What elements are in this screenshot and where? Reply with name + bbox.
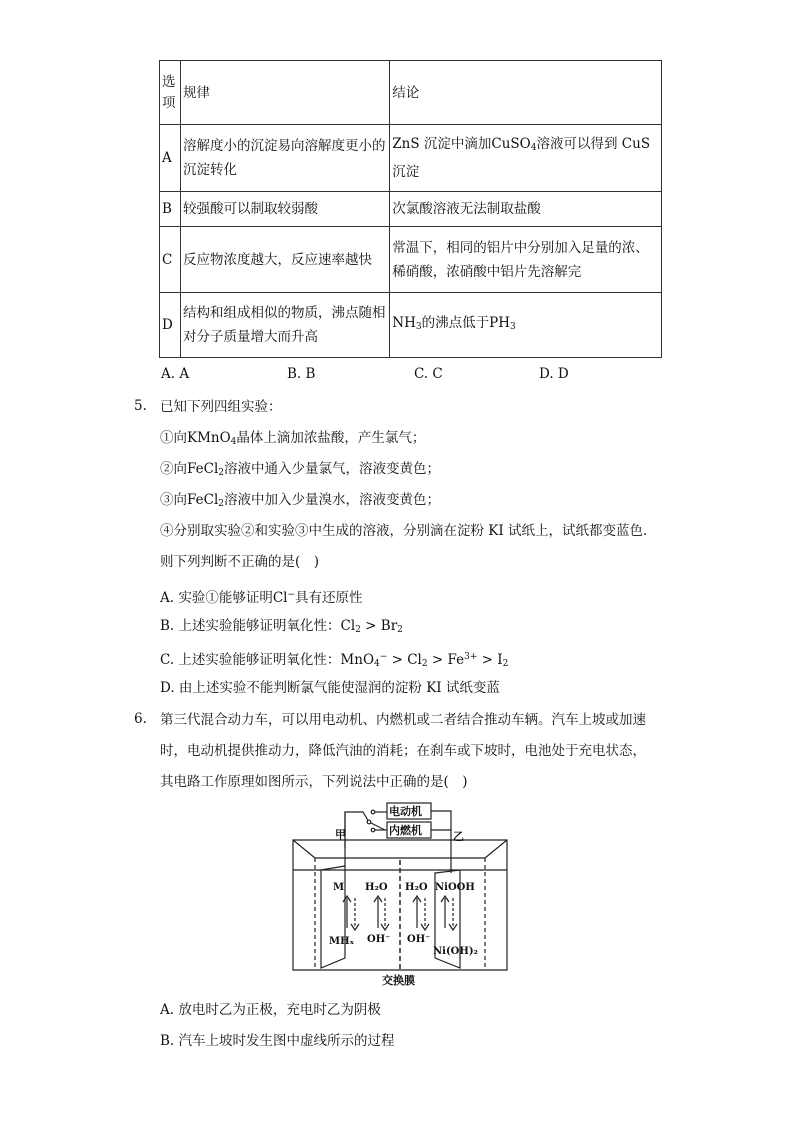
q5-number: 5. (134, 398, 147, 414)
table-row (160, 227, 662, 293)
q6-stem-line-2: 时，电动机提供推动力，降低汽油的消耗；在刹车或下坡时，电池处于充电状态， (160, 743, 646, 759)
header-conclusion: 结论 (390, 61, 662, 125)
row-option: D (160, 293, 181, 358)
q5-option-d[interactable]: D. 由上述实验不能判断氯气能使湿润的淀粉 KI 试纸变蓝 (160, 680, 500, 696)
row-rule: 反应物浓度越大，反应速率越快 (180, 227, 389, 293)
h2o-right-label: H₂O (405, 882, 428, 893)
niooh-label: NiOOH (435, 882, 475, 893)
header-option: 选项 (160, 61, 181, 125)
switch-wire-left (345, 812, 369, 848)
engine-label: 内燃机 (389, 824, 422, 837)
q5-stem: 已知下列四组实验： (160, 399, 282, 415)
row-rule: 结构和组成相似的物质，沸点随相对分子质量增大而升高 (180, 293, 389, 358)
m-label: M (333, 882, 345, 893)
q5-item-4: ④分别取实验②和实验③中生成的溶液，分别滴在淀粉 KI 试纸上，试纸都变蓝色． (160, 523, 657, 539)
q6-option-a[interactable]: A. 放电时乙为正极，充电时乙为阴极 (160, 1002, 381, 1018)
q4-option-d[interactable]: D. D (539, 366, 569, 382)
q5-option-b[interactable]: B. 上述实验能够证明氧化性：$Cl_2 > Br_2$ (160, 618, 403, 635)
q4-option-a[interactable]: A. A (161, 366, 190, 382)
battery-circuit-diagram (285, 798, 515, 990)
row-conclusion: ZnS 沉淀中滴加CuSO$_4$溶液可以得到 CuS 沉淀 (390, 125, 662, 192)
motor-label: 电动机 (389, 805, 422, 818)
q5-option-a[interactable]: A. 实验①能够证明Cl−具有还原性 (160, 590, 363, 606)
q4-options (0, 366, 794, 386)
q6-stem-line-1: 第三代混合动力车，可以用电动机、内燃机或二者结合推动车辆。汽车上坡或加速 (160, 712, 646, 728)
table-header-row (160, 61, 662, 125)
row-rule: 溶解度小的沉淀易向溶解度更小的沉淀转化 (180, 125, 389, 192)
membrane-label: 交换膜 (382, 974, 415, 987)
left-electrode-label: 甲 (335, 828, 346, 841)
mhx-label: MHₓ (329, 936, 355, 947)
q6-stem-line-3: 其电路工作原理如图所示，下列说法中正确的是( ) (160, 774, 468, 790)
table-row (160, 125, 662, 192)
row-option: B (160, 192, 181, 227)
q5-option-c[interactable]: C. 上述实验能够证明氧化性：$MnO_4^- > Cl_2 > Fe^{3+} > I_2$ (160, 652, 509, 669)
nioh2-label: Ni(OH)₂ (433, 946, 478, 957)
q4-option-c[interactable]: C. C (414, 366, 443, 382)
row-option: C (160, 227, 181, 293)
row-conclusion: 常温下，相同的铝片中分别加入足量的浓、稀硝酸，浓硝酸中铝片先溶解完 (390, 227, 662, 293)
oh-left-label: OH⁻ (367, 934, 391, 945)
table-row (160, 192, 662, 227)
q5-item-5: 则下列判断不正确的是( ) (160, 554, 320, 570)
q4-option-b[interactable]: B. B (287, 366, 316, 382)
wire-right-top (431, 811, 451, 830)
row-conclusion: 次氯酸溶液无法制取盐酸 (390, 192, 662, 227)
right-electrode-label: 乙 (453, 830, 464, 843)
row-option: A (160, 125, 181, 192)
q5-item-2: ②向FeCl$_2$溶液中通入少量氯气，溶液变黄色； (160, 461, 440, 478)
table-row (160, 293, 662, 358)
h2o-left-label: H₂O (365, 882, 388, 893)
oh-right-label: OH⁻ (407, 934, 431, 945)
wire-right (431, 830, 451, 873)
q6-option-b[interactable]: B. 汽车上坡时发生图中虚线所示的过程 (160, 1033, 395, 1049)
row-rule: 较强酸可以制取较弱酸 (180, 192, 389, 227)
header-rule: 规律 (180, 61, 389, 125)
answer-table (159, 60, 662, 358)
row-conclusion: $NH_3$的沸点低于$PH_3$ (390, 293, 662, 358)
tank-top-edge (293, 840, 507, 858)
q5-item-1: ①向KMnO$_4$晶体上滴加浓盐酸，产生氯气； (160, 430, 426, 447)
q5-item-3: ③向FeCl$_2$溶液中加入少量溴水，溶液变黄色； (160, 492, 440, 509)
q6-number: 6. (134, 711, 147, 727)
